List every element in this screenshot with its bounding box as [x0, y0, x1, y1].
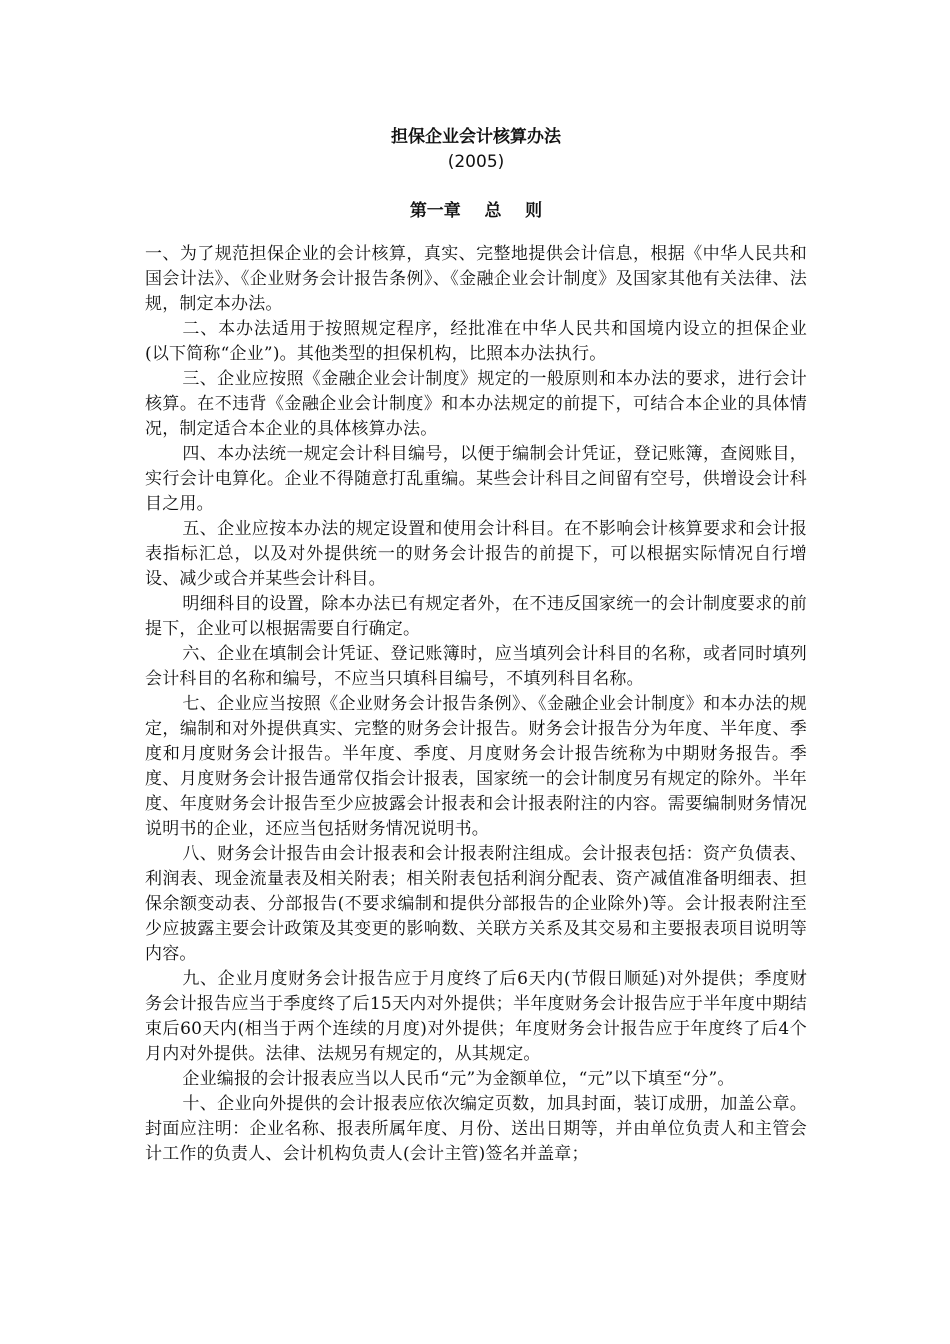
document-title: 担保企业会计核算办法: [391, 127, 561, 147]
paragraph-2: 二、本办法适用于按照规定程序，经批准在中华人民共和国境内设立的担保企业(以下简称“企业”)。其他类型的担保机构，比照本办法执行。: [145, 319, 807, 364]
paragraph-10: 十、企业向外提供的会计报表应依次编定页数，加具封面，装订成册，加盖公章。封面应注明：企业名称、报表所属年度、月份、送出日期等，并由单位负责人和主管会计工作的负责人、会计机构负责人(会计主管)签名并盖章；: [145, 1094, 807, 1164]
paragraph-9: 九、企业月度财务会计报告应于月度终了后6天内(节假日顺延)对外提供；季度财务会计报告应当于季度终了后15天内对外提供；半年度财务会计报告应于半年度中期结束后60天内(相当于两个连续的月度)对外提供；年度财务会计报告应于年度终了后4个月内对外提供。法律、法规另有规定的，从其规定。: [145, 969, 807, 1064]
document-year: (2005): [447, 152, 505, 172]
paragraph-9-detail: 企业编报的会计报表应当以人民币“元”为金额单位，“元”以下填至“分”。: [182, 1069, 735, 1089]
paragraph-5-detail: 明细科目的设置，除本办法已有规定者外，在不违反国家统一的会计制度要求的前提下，企业可以根据需要自行确定。: [145, 594, 807, 639]
paragraph-8: 八、财务会计报告由会计报表和会计报表附注组成。会计报表包括：资产负债表、利润表、现金流量表及相关附表；相关附表包括利润分配表、资产减值准备明细表、担保余额变动表、分部报告(不要求编制和提供分部报告的企业除外)等。会计报表附注至少应披露主要会计政策及其变更的影响数、关联方关系及其交易和主要报表项目说明等内容。: [145, 844, 807, 964]
paragraph-3: 三、企业应按照《金融企业会计制度》规定的一般原则和本办法的要求，进行会计核算。在不违背《金融企业会计制度》和本办法规定的前提下，可结合本企业的具体情况，制定适合本企业的具体核算办法。: [145, 369, 807, 439]
paragraph-7: 七、企业应当按照《企业财务会计报告条例》、《金融企业会计制度》和本办法的规定，编制和对外提供真实、完整的财务会计报告。财务会计报告分为年度、半年度、季度和月度财务会计报告。半年度、季度、月度财务会计报告统称为中期财务报告。季度、月度财务会计报告通常仅指会计报表，国家统一的会计制度另有规定的除外。半年度、年度财务会计报告至少应披露会计报表和会计报表附注的内容。需要编制财务情况说明书的企业，还应当包括财务情况说明书。: [145, 694, 807, 839]
paragraph-4: 四、本办法统一规定会计科目编号，以便于编制会计凭证，登记账簿，查阅账目，实行会计电算化。企业不得随意打乱重编。某些会计科目之间留有空号，供增设会计科目之用。: [145, 444, 807, 514]
chapter-heading: 第一章 总 则: [409, 201, 543, 221]
paragraph-6: 六、企业在填制会计凭证、登记账簿时，应当填列会计科目的名称，或者同时填列会计科目的名称和编号，不应当只填科目编号，不填列科目名称。: [145, 644, 807, 689]
paragraph-1: 一、为了规范担保企业的会计核算，真实、完整地提供会计信息，根据《中华人民共和国会计法》、《企业财务会计报告条例》、《金融企业会计制度》及国家其他有关法律、法规，制定本办法。: [145, 244, 807, 314]
document-page: [145, 124, 807, 1167]
paragraph-5: 五、企业应按本办法的规定设置和使用会计科目。在不影响会计核算要求和会计报表指标汇总，以及对外提供统一的财务会计报告的前提下，可以根据实际情况自行增设、减少或合并某些会计科目。: [145, 519, 807, 589]
